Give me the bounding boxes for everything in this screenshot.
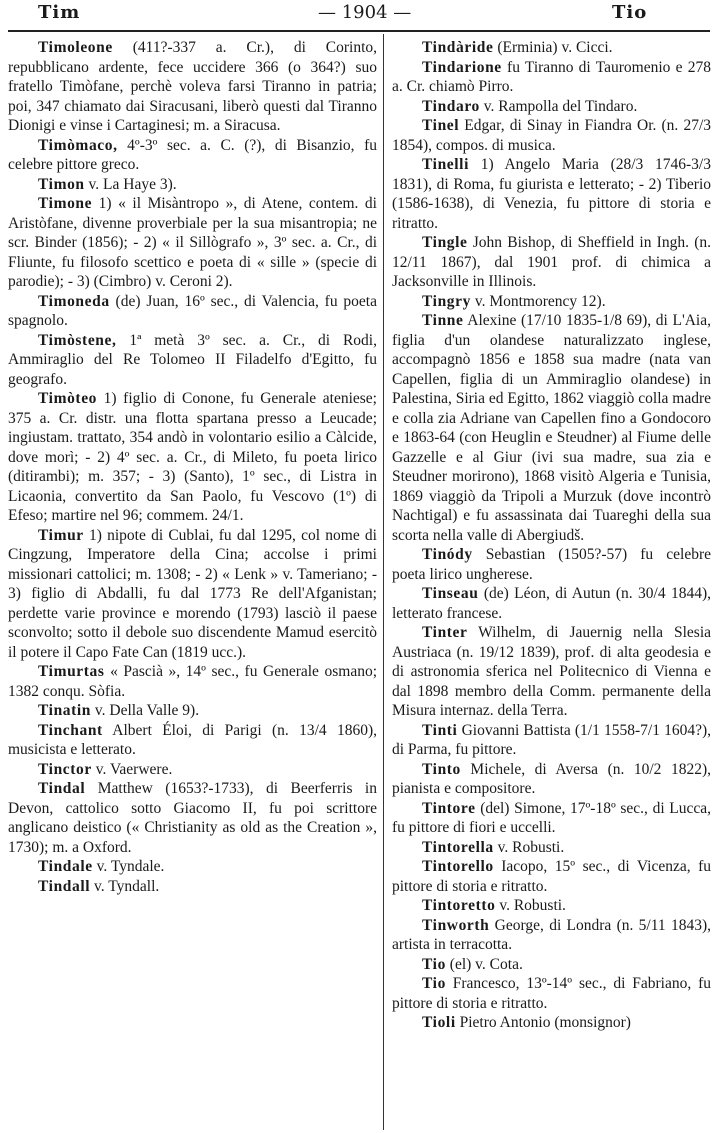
- entry-headword: Tindàride: [422, 39, 494, 56]
- entry-text: Albert Éloi, di Parigi (n. 13/4 1860), musicista e letterato.: [8, 721, 377, 758]
- entry-text: (del) Simone, 17º-18º sec., di Lucca, fu pittore di fiori e uccelli.: [392, 799, 711, 836]
- entry-text: (411?-337 a. Cr.), di Corinto, repubblicano ardente, fece uccidere 366 (o 364?) suo fratello Timòfane, perchè voleva farsi Tiranno in patria; poi, 347 chiamato dai Siracusani, liberò questi dal Tiranno Dionigi e vinse i Cartaginesi; m. a Siracusa.: [8, 39, 377, 134]
- entry-headword: Timur: [38, 526, 84, 544]
- entry-text: v. Rampolla del Tindaro.: [479, 97, 638, 115]
- entry-headword: Tinel: [422, 117, 460, 134]
- entry-text: John Bishop, di Sheffield in Ingh. (n. 12/11 1867), dal 1901 prof. di chimica a Jacksonville in Illinois.: [392, 234, 711, 290]
- entry-headword: Tindall: [38, 877, 91, 895]
- header-right-guideword: Tio: [612, 2, 648, 23]
- entry-headword: Timone: [38, 195, 93, 212]
- entry-text: George, di Londra (n. 5/11 1843), artista in terracotta.: [392, 916, 711, 953]
- dictionary-entry: [392, 857, 711, 896]
- entry-headword: Tindale: [38, 858, 93, 875]
- entry-headword: Tingle: [422, 234, 468, 251]
- entry-text: v. Tyndall.: [90, 877, 160, 895]
- entry-text: Sebastian (1505?-57) fu celebre poeta lirico ungherese.: [392, 546, 711, 583]
- dictionary-entry: [8, 721, 377, 760]
- entry-text: Alexine (17/10 1835-1/8 69), di L'Aia, figlia d'un olandese naturalizzato inglese, accompagnò 1856 e 1858 sua madre (nata van Capellen, figlia di un Ammiraglio olandese) in Palestina, Siria ed Egitto, 1862 viaggiò colla madre e colla zia Adriane van Capellen fino a Gondocoro e 1863-64 (con Heuglin e Steudner) al Fiume delle Gazzelle e al Giur (ivi sua madre, sua zia e Steudner morirono), 1868 visitò Algeria e Tunisia, 1869 viaggiò da Tripoli a Murzuk (dove incontrò Nachtigal) e fu assassinata dai Tuareghi della sua scorta nella valle di Abergiudš.: [392, 312, 711, 544]
- entry-headword: Tindal: [38, 780, 86, 797]
- entry-text: (Erminia) v. Cicci.: [493, 39, 613, 56]
- entry-text: v. Robusti.: [495, 897, 566, 914]
- dictionary-entry: [392, 955, 711, 975]
- dictionary-entry: [8, 857, 377, 877]
- dictionary-entry: [392, 545, 711, 584]
- entry-headword: Timoleone: [38, 39, 113, 56]
- entry-headword: Tinódy: [422, 546, 473, 563]
- dictionary-entry: [392, 916, 711, 955]
- entry-text: v. Tyndale.: [92, 858, 165, 875]
- dictionary-entry: [392, 38, 711, 58]
- entry-headword: Tinti: [422, 721, 458, 739]
- entry-headword: Tintorello: [422, 858, 494, 875]
- dictionary-entry: [392, 58, 711, 97]
- entry-headword: Tinctor: [38, 760, 92, 778]
- entry-text: v. Della Valle 9).: [91, 702, 200, 719]
- dictionary-entry: [392, 97, 711, 117]
- entry-headword: Timòstene,: [38, 331, 117, 349]
- entry-text: Giovanni Battista (1/1 1558-7/1 1604?), di Parma, fu pittore.: [392, 721, 711, 758]
- entry-text: Pietro Antonio (monsignor): [455, 1014, 631, 1031]
- dictionary-entry: [8, 389, 377, 526]
- header-rule: [8, 30, 710, 32]
- dictionary-entry: [8, 701, 377, 721]
- dictionary-entry: [8, 136, 377, 175]
- entry-text: (el) v. Cota.: [445, 955, 523, 973]
- entry-headword: Tintoretto: [422, 897, 496, 914]
- entry-text: (de) Juan, 16º sec., di Valencia, fu poeta spagnolo.: [8, 292, 377, 329]
- left-column: [8, 38, 377, 896]
- entry-headword: Tinne: [422, 312, 464, 329]
- entry-headword: Tinworth: [422, 916, 490, 934]
- entry-text: Edgar, di Sinay in Fiandra Or. (n. 27/3 1854), compos. di musica.: [392, 117, 711, 154]
- page-number: — 1904 —: [318, 2, 412, 23]
- entry-text: v. Robusti.: [493, 838, 565, 856]
- entry-text: v. La Haye 3).: [84, 175, 177, 193]
- entry-headword: Tinto: [422, 760, 461, 778]
- entry-headword: Tio: [422, 975, 446, 992]
- entry-headword: Tinter: [422, 624, 468, 641]
- entry-headword: Tioli: [422, 1014, 456, 1031]
- page-header: [0, 0, 718, 28]
- entry-text: v. Montmorency 12).: [470, 292, 606, 310]
- entry-headword: Timòteo: [38, 390, 98, 407]
- entry-text: 1) nipote di Cublai, fu dal 1295, col nome di Cingzung, Imperatore della Cina; accolse i primi missionari cattolici; m. 1308; - 2) « Lenk » v. Tameriano; - 3) figlio di Abdalli, fu dal 1773 Re dell'Afganistan; perdette varie province e morendo (1793) lasciò il paese sconvolto; sotto il debole suo discendente Mamud esercitò il potere il Capo Fate Can (1819 ucc.).: [8, 526, 377, 661]
- entry-text: Michele, di Aversa (n. 10/2 1822), pianista e compositore.: [392, 760, 711, 797]
- dictionary-entry: [392, 623, 711, 721]
- entry-text: « Pascià », 14º sec., fu Generale osmano; 1382 conqu. Sòfia.: [8, 663, 377, 700]
- entry-headword: Timon: [38, 175, 85, 193]
- column-divider: [383, 34, 384, 1130]
- entry-headword: Tio: [422, 955, 446, 973]
- dictionary-entry: [8, 760, 377, 780]
- dictionary-entry: [392, 799, 711, 838]
- entry-headword: Tinelli: [422, 156, 469, 173]
- entry-headword: Timòmaco,: [38, 136, 118, 154]
- dictionary-entry: [392, 292, 711, 312]
- entry-text: 1ª metà 3º sec. a. Cr., di Rodi, Ammiraglio del Re Tolomeo II Filadelfo d'Egitto, fu geografo.: [8, 331, 377, 388]
- dictionary-entry: [8, 38, 377, 136]
- dictionary-entry: [8, 194, 377, 292]
- entry-headword: Timurtas: [38, 663, 105, 680]
- dictionary-entry: [392, 974, 711, 1013]
- entry-text: 4º-3º sec. a. C. (?), di Bisanzio, fu celebre pittore greco.: [8, 136, 377, 173]
- entry-text: 1) Angelo Maria (28/3 1746-3/3 1831), di Roma, fu giurista e letterato; - 2) Tiberio (1586-1638), di Venezia, fu pittore di storia e ritratto.: [392, 156, 711, 232]
- dictionary-entry: [8, 526, 377, 663]
- entry-text: 1) figlio di Conone, fu Generale ateniese; 375 a. Cr. distr. una flotta spartana presso a Leucade; ingiustam. trattato, 354 andò in volontario esilio a Càlcide, dove morì; - 2) 4º sec. a. Cr., di Mileto, fu poeta lirico (ditirambi); m. 357; - 3) (Santo), 1º sec., di Listra in Licaonia, convertito da San Paolo, fu Vescovo (1º) di Efeso; martire nel 96; commem. 24/1.: [8, 390, 377, 524]
- entry-headword: Tinseau: [422, 585, 479, 602]
- entry-headword: Tintorella: [422, 838, 494, 856]
- dictionary-entry: [392, 721, 711, 760]
- entry-text: fu Tiranno di Tauromenio e 278 a. Cr. chiamò Pirro.: [392, 58, 711, 95]
- entry-headword: Tindaro: [422, 97, 480, 115]
- dictionary-entry: [392, 1013, 711, 1033]
- dictionary-entry: [392, 896, 711, 916]
- entry-text: 1) « il Misàntropo », di Atene, contem. di Aristòfane, divenne proverbiale per la sua misantropia; ne scr. Binder (1856); - 2) « il Sillògrafo », 3º sec. a. Cr., di Fliunte, fu filosofo scettico e poeta di « sille » (specie di parodie); - 3) (Cimbro) v. Ceroni 2).: [8, 195, 377, 290]
- entry-text: (de) Léon, di Autun (n. 30/4 1844), letterato francese.: [392, 585, 711, 622]
- entry-headword: Timoneda: [38, 292, 110, 310]
- dictionary-entry: [8, 877, 377, 897]
- entry-text: Iacopo, 15º sec., di Vicenza, fu pittore di storia e ritratto.: [392, 858, 711, 895]
- entry-text: Matthew (1653?-1733), di Beerferris in Devon, cattolico sotto Giacomo II, fu poi scrittore anglicano deistico (« Christianity as old as the Creation », 1730); m. a Oxford.: [8, 780, 377, 856]
- entry-headword: Tinatin: [38, 702, 92, 719]
- header-left-guideword: Tim: [38, 2, 81, 23]
- dictionary-entry: [392, 838, 711, 858]
- dictionary-entry: [8, 662, 377, 701]
- right-column: [392, 38, 711, 1033]
- dictionary-entry: [8, 175, 377, 195]
- dictionary-entry: [392, 311, 711, 545]
- dictionary-entry: [392, 155, 711, 233]
- entry-headword: Tintore: [422, 799, 476, 817]
- dictionary-entry: [392, 233, 711, 292]
- dictionary-entry: [392, 584, 711, 623]
- dictionary-entry: [392, 116, 711, 155]
- entry-text: v. Vaerwere.: [91, 760, 173, 778]
- entry-text: Wilhelm, di Jauernig nella Slesia Austriaca (n. 19/12 1839), prof. di alta geodesia e di astronomia sferica nel Politecnico di Vienna e dal 1898 membro della Comm. permanente della Misura internaz. della Terra.: [392, 624, 711, 719]
- entry-text: Francesco, 13º-14º sec., di Fabriano, fu pittore di storia e ritratto.: [392, 975, 711, 1012]
- entry-headword: Tingry: [422, 292, 471, 310]
- dictionary-entry: [8, 779, 377, 857]
- entry-headword: Tinchant: [38, 721, 103, 739]
- dictionary-entry: [8, 292, 377, 331]
- dictionary-entry: [8, 331, 377, 390]
- entry-headword: Tindarione: [422, 58, 502, 76]
- dictionary-entry: [392, 760, 711, 799]
